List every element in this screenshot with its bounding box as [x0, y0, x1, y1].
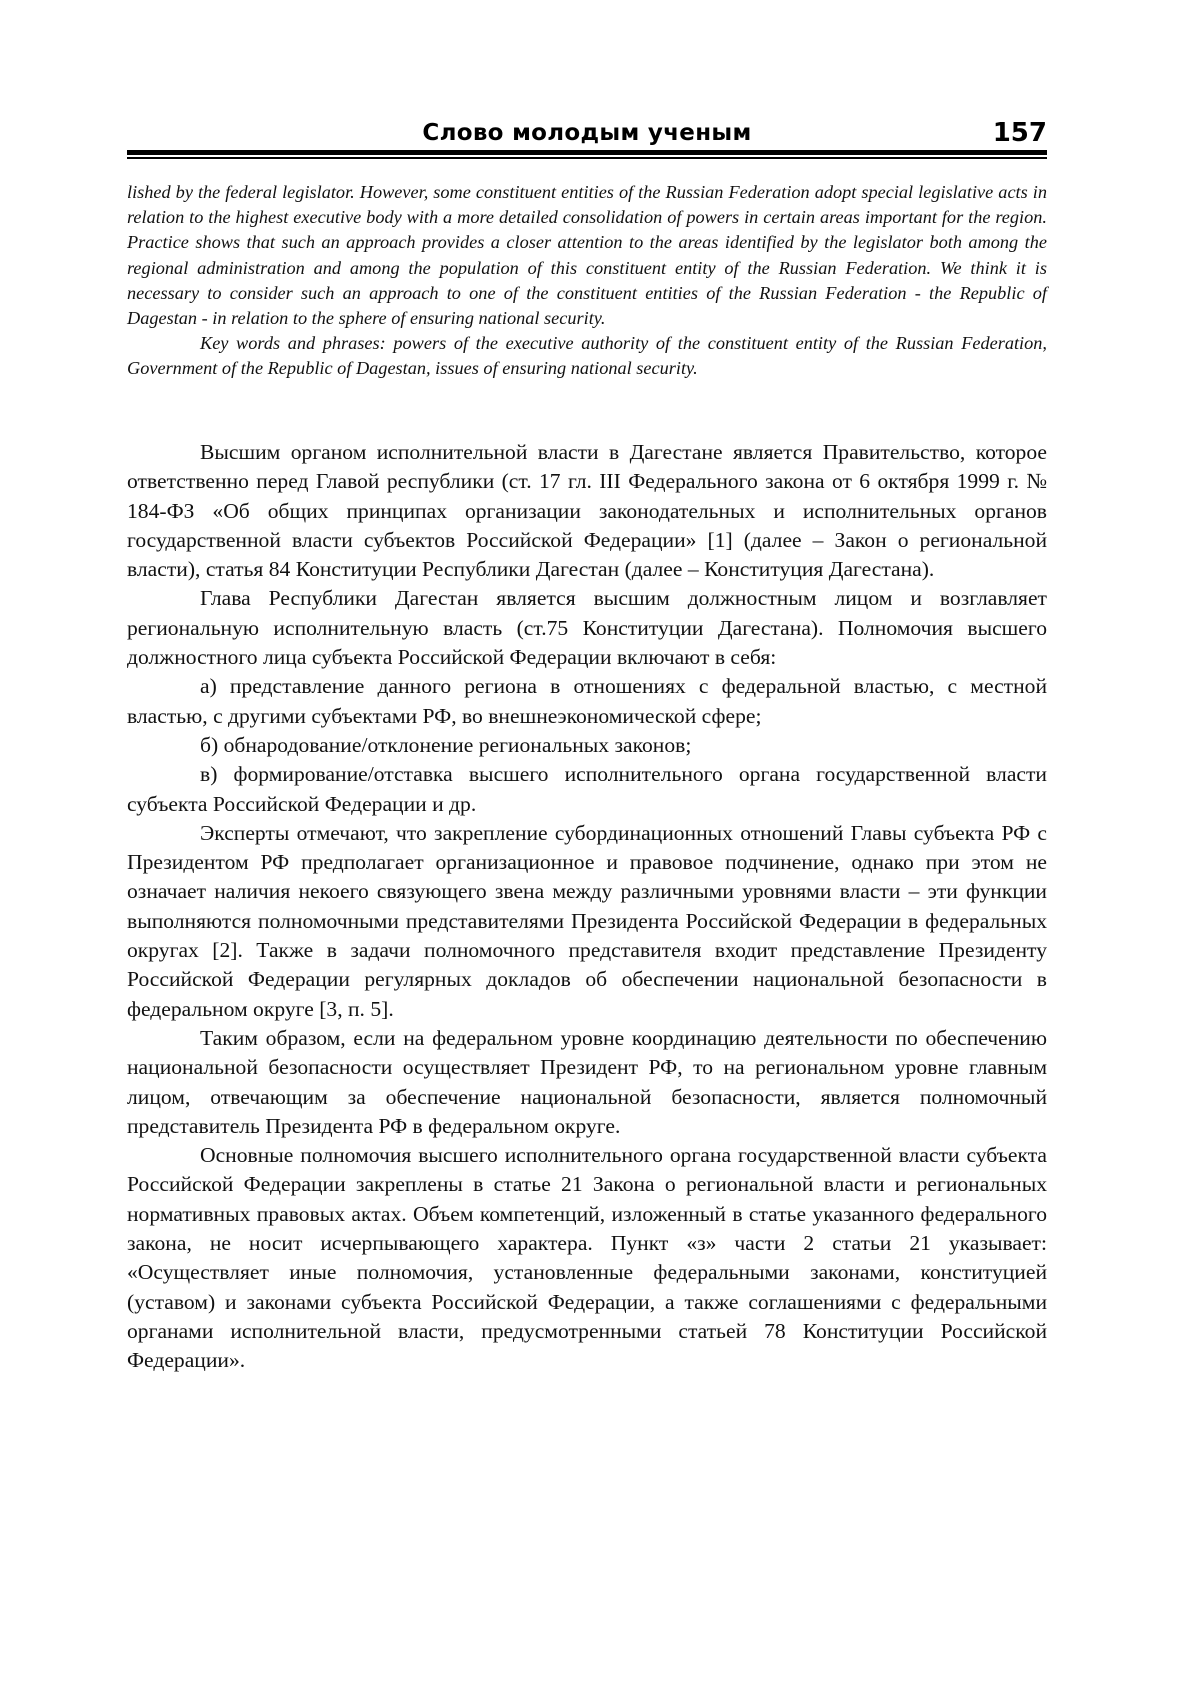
body-paragraph: Эксперты отмечают, что закрепление субординационных отношений Главы субъекта РФ с Президентом РФ предполагает организационное и правовое подчинение, однако при этом не означает наличия некоего связующего звена между различными уровнями власти – эти функции выполняются полномочными представителями Президента Российской Федерации в федеральных округах [2]. Также в задачи полномочного представителя входит представление Президенту Российской Федерации регулярных докладов об обеспечении национальной безопасности в федеральном округе [3, п. 5].	[127, 820, 1047, 1021]
article-body	[127, 438, 1047, 1376]
abstract-text: lished by the federal legislator. However, some constituent entities of the Russian Federation adopt special legislative acts in relation to the highest executive body with a more detailed consolidation of powers in certain areas important for the region. Practice shows that such an approach provides a closer attention to the areas identified by the legislator both among the regional administration and among the population of this constituent entity of the Russian Federation. We think it is necessary to consider such an approach to one of the constituent entities of the Russian Federation - the Republic of Dagestan - in relation to the sphere of ensuring national security.	[127, 182, 1047, 329]
body-paragraph: Таким образом, если на федеральном уровне координацию деятельности по обеспечению национальной безопасности осуществляет Президент РФ, то на региональном уровне главным лицом, отвечающим за обеспечение национальной безопасности, является полномочный представитель Президента РФ в федеральном округе.	[127, 1025, 1047, 1138]
body-paragraph: Высшим органом исполнительной власти в Дагестане является Правительство, которое ответственно перед Главой республики (ст. 17 гл. III Федерального закона от 6 октября 1999 г. № 184-ФЗ «Об общих принципах организации законодательных и исполнительных органов государственной власти субъектов Российской Федерации» [1] (далее – Закон о региональной власти), статья 84 Конституции Республики Дагестан (далее – Конституция Дагестана).	[127, 440, 1047, 582]
body-paragraph: Основные полномочия высшего исполнительного органа государственной власти субъекта Российской Федерации закреплены в статье 21 Закона о региональной власти и региональных нормативных правовых актах. Объем компетенций, изложенный в статье указанного федерального закона, не носит исчерпывающего характера. Пункт «з» части 2 статьи 21 указывает: «Осуществляет иные полномочия, установленные федеральными законами, конституцией (уставом) и законами субъекта Российской Федерации, а также соглашениями с федеральными органами исполнительной власти, предусмотренными статьей 78 Конституции Российской Федерации».	[127, 1143, 1047, 1373]
body-paragraph: Глава Республики Дагестан является высшим должностным лицом и возглавляет региональную исполнительную власть (ст.75 Конституции Дагестана). Полномочия высшего должностного лица субъекта Российской Федерации включают в себя:	[127, 586, 1047, 670]
page-number: 157	[992, 118, 1047, 148]
header-rule-thick	[127, 150, 1047, 155]
abstract-keywords: Key words and phrases: powers of the executive authority of the constituent entity of the Russian Federation, Government of the Republic of Dagestan, issues of ensuring national security.	[127, 333, 1047, 379]
list-item: в) формирование/отставка высшего исполнительного органа государственной власти субъекта Российской Федерации и др.	[127, 762, 1047, 816]
running-header	[127, 120, 1047, 154]
english-abstract	[127, 180, 1047, 382]
list-item: б) обнародование/отклонение региональных законов;	[200, 732, 692, 757]
journal-section-title: Слово молодым ученым	[422, 120, 752, 146]
header-rule-thin	[127, 157, 1047, 159]
list-item: а) представление данного региона в отношениях с федеральной властью, с местной властью, с другими субъектами РФ, во внешнеэкономической сфере;	[127, 674, 1047, 728]
